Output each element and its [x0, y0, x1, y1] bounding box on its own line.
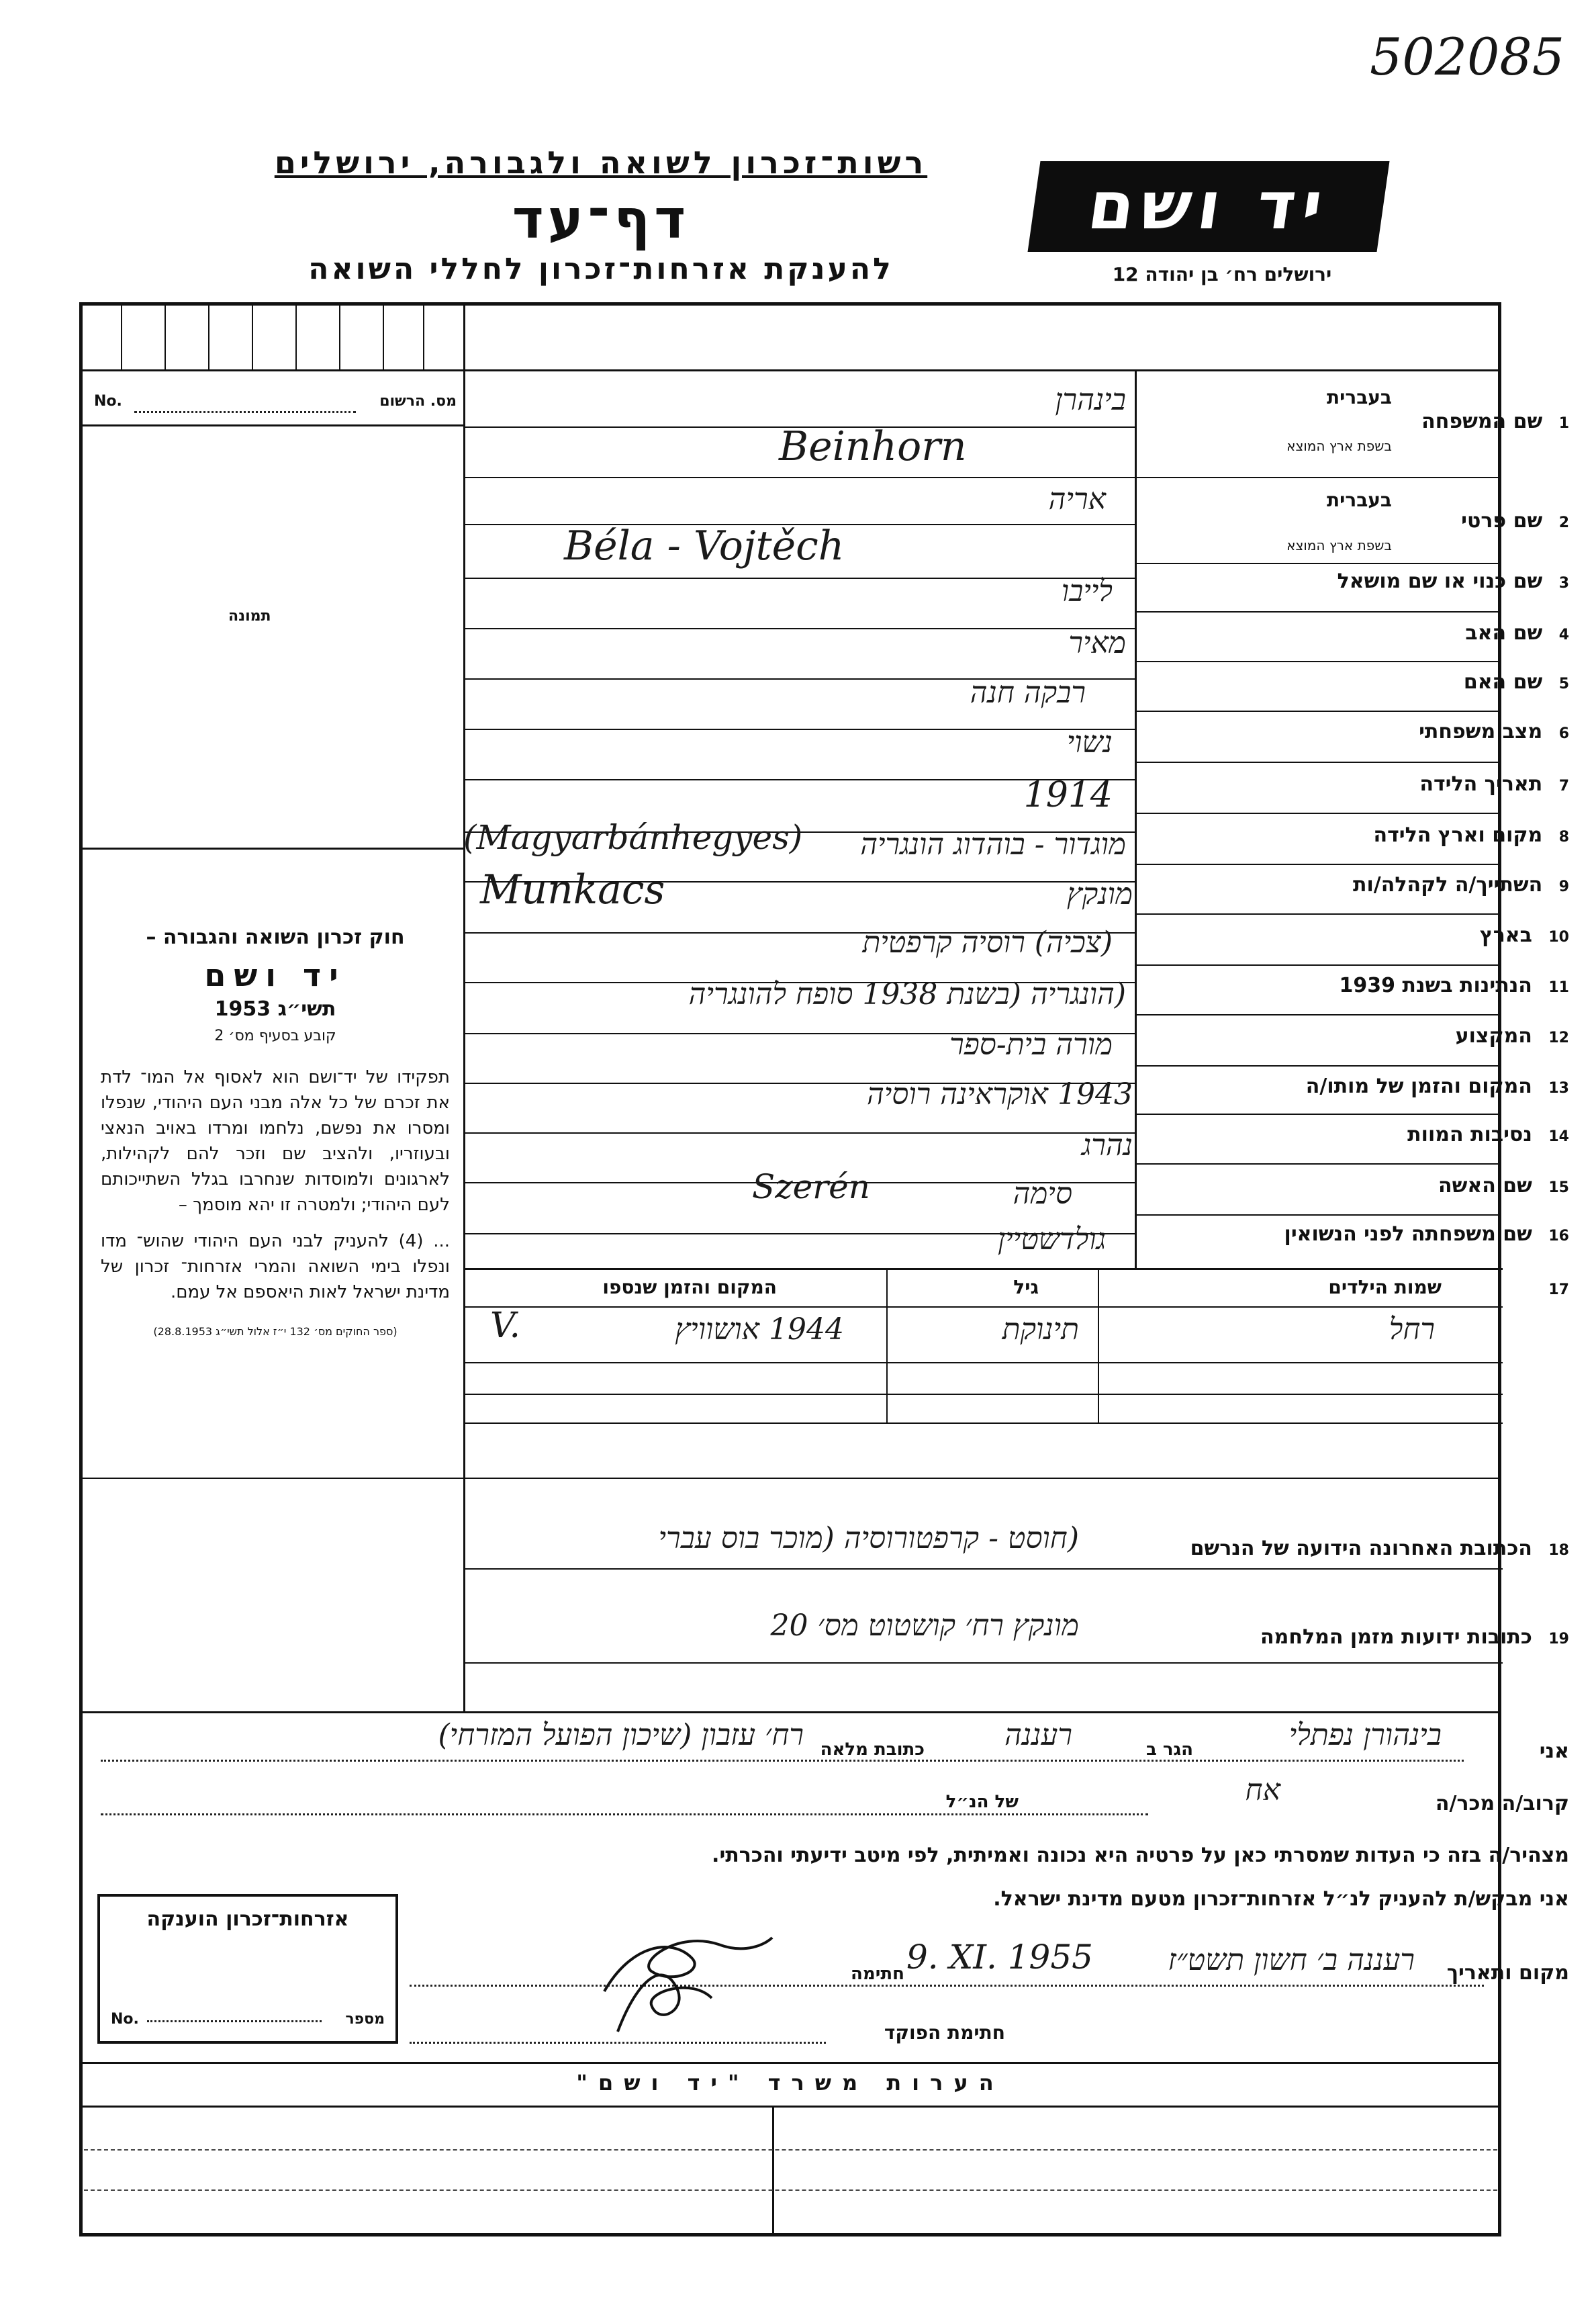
children-col-place: המקום והזמן שנספו: [602, 1276, 777, 1298]
reg-label: מס. הרשום: [379, 393, 457, 410]
declarant-address-label: כתובת מלאה: [820, 1739, 925, 1760]
form-subtitle: להענקת אזרחות־זכרון לחללי השואה: [308, 252, 894, 286]
form-title: דף־עד: [512, 188, 690, 251]
archive-number: 502085: [1370, 27, 1565, 87]
child-1-mark: V.: [490, 1306, 520, 1346]
declarant-resides-label: הגר ב: [1145, 1739, 1193, 1760]
field-14-value: נהרג: [1081, 1128, 1133, 1163]
field-6-value: נשוי: [1066, 725, 1113, 760]
field-2-value-latin: Béla - Vojtěch: [564, 523, 845, 570]
field-2-sub-hebrew: בעברית: [1326, 489, 1392, 511]
declarant-statement-2: אני מבקש/ת להעניק לנ״ל אזרחות־זכרון מטעם מדינת ישראל.: [993, 1887, 1569, 1911]
field-7-value: 1914: [1023, 775, 1113, 815]
declarant-relation: אח: [1245, 1773, 1280, 1807]
child-1-place: 1944 אושוויץ: [675, 1312, 844, 1347]
certificate-no-label: No.: [111, 2011, 139, 2028]
field-11-value: (הונגריה (בשנת 1938 סופח להונגריה: [688, 977, 1126, 1011]
field-13-label: 13 המקום והזמן של מותו/ה: [1305, 1075, 1569, 1098]
field-13-value: 1943 אוקראינה רוסיה: [866, 1077, 1133, 1112]
field-2-sub-origin: בשפת ארץ המוצא: [1286, 537, 1392, 553]
field-18-label: 18 הכתובת האחרונה הידועה של הנרשם: [1190, 1537, 1569, 1560]
logo-text: יד ושם: [1083, 168, 1334, 244]
field-11-label: 11 הנתינות בשנת 1939: [1339, 974, 1569, 997]
declarant-address: רח׳ עזבון (שיכון הפועל המזרחי): [438, 1718, 804, 1752]
field-9-label: 9 השתייך/ה לקהלה/ות: [1353, 873, 1569, 897]
law-box: [101, 925, 450, 1338]
field-12-label: 12 המקצוע: [1455, 1024, 1569, 1048]
certificate-box: [97, 1894, 398, 2044]
field-5-value: רבקה חנה: [970, 676, 1086, 710]
field-14-label: 14 נסיבות המוות: [1407, 1123, 1569, 1146]
field-1-value: בינהרן: [1055, 383, 1126, 417]
certificate-label: אזרחות־זכרון הוענקה: [146, 1907, 349, 1931]
declarant-signature: [591, 1917, 779, 2038]
field-1-value-latin: Beinhorn: [779, 423, 967, 470]
declarant-prefix: אני: [1539, 1739, 1569, 1763]
field-5-label: 5 שם האם: [1463, 670, 1569, 694]
field-6-label: 6 מצב משפחתי: [1419, 720, 1569, 743]
child-1-age: תינוקת: [1002, 1312, 1079, 1347]
field-7-label: 7 תאריך הלידה: [1419, 772, 1569, 796]
place-date-label: מקום ותאריך: [1446, 1961, 1569, 1985]
field-3-value: לייבו: [1061, 574, 1113, 608]
field-15-value-latin: Szerén: [752, 1167, 870, 1206]
field-15-label: 15 שם האשה: [1438, 1174, 1569, 1197]
field-8-label: 8 מקום וארץ הלידה: [1373, 823, 1569, 847]
children-col-age: גיל: [1013, 1276, 1039, 1298]
field-16-label: 16 שם משפחתה לפני הנשואין: [1284, 1222, 1569, 1246]
field-8-value-latin: (Magyarbánhegyes): [463, 818, 803, 857]
field-4-label: 4 שם האב: [1465, 621, 1569, 645]
law-year: תשי״ג 1953: [214, 997, 336, 1021]
children-col-names: שמות הילדים: [1328, 1276, 1442, 1298]
child-1-name: רחל: [1389, 1312, 1435, 1347]
field-9-value-latin: Munkacs: [480, 866, 665, 913]
place-date: רעננה ב׳ חשון תשט״ז: [1168, 1943, 1415, 1977]
field-4-value: מאיר: [1068, 626, 1126, 660]
field-19-value: מונקץ רח׳ קושטוט מס׳ 20: [770, 1609, 1079, 1643]
law-reference: (ספר החוקים מס׳ 132 י״ז אלול תשי״ג 28.8.1953): [153, 1325, 397, 1338]
declarant-of-label: של הנ״ל: [945, 1792, 1019, 1812]
field-19-label: 19 כתובות ידועות מזמן המלחמה: [1260, 1625, 1569, 1649]
officer-label: חתימת הפוקד: [884, 2022, 1005, 2044]
yad-vashem-logo: [1028, 161, 1390, 252]
declarant-relation-label: קרוב/ה מכר/ה: [1435, 1792, 1569, 1815]
field-1-sub-hebrew: בעברית: [1326, 386, 1392, 408]
authority-title: רשות־זכרון לשואה ולגבורה, ירושלים: [274, 144, 928, 181]
certificate-number-label: מספר: [345, 2011, 385, 2028]
field-10-value: (צכיה) רוסיה קרפטית: [862, 925, 1113, 960]
law-clause: קובע בסעיף מס׳ 2: [214, 1028, 336, 1044]
law-text-1: תפקידו של יד־ושם הוא לאסוף אל המו־ לדת את זכרם של כל אלה מבני העם היהודי, שנפלו ומסרו את נפשם, נלחמו ומרדו באויב הנאצי ובעוזריו, ולהציב שם וזכר להם לקהילות, לארגונים ולמוסדות שנחרבו בגלל השתייכותם לעם היהודי; ולמטרה זו יהא מוסמך –: [101, 1067, 450, 1215]
field-1-sub-origin: בשפת ארץ המוצא: [1286, 438, 1392, 454]
field-12-value: מורה בית-ספר: [949, 1028, 1113, 1062]
photo-label: תמונה: [228, 608, 271, 625]
field-2-label: 2 שם פרטי: [1461, 509, 1569, 533]
field-15-value: סימה: [1013, 1177, 1072, 1211]
declarant-name: בינהורן נפתלי: [1288, 1718, 1442, 1752]
field-16-value: גולדשטיין: [997, 1222, 1106, 1257]
field-8-value: מוגדור - בוהדוג הונגריה: [860, 827, 1126, 862]
field-2-value: אריה: [1048, 482, 1106, 516]
remarks-title: הערות משרד "יד ושם": [576, 2070, 1004, 2095]
field-9-value: מונקץ: [1066, 877, 1133, 911]
law-title: חוק זכרון השואה והגבורה –: [146, 925, 405, 949]
signature-label: חתימה: [851, 1964, 904, 1984]
law-text-2: ... (4) להעניק לבני העם היהודי שהוש־ מדו ונפלו בימי השואה והמרי אזרחות־ זכרון של מדינת ישראל לאות היאספם אל עמם.: [101, 1231, 450, 1302]
registration-label: [94, 393, 457, 410]
children-num: 17: [1548, 1281, 1569, 1298]
address-line: ירושלים רח׳ בן יהודה 12: [1112, 263, 1332, 285]
declaration-date: 9. XI. 1955: [906, 1938, 1093, 1977]
law-name: יד ושם: [204, 957, 346, 993]
field-10-label: 10 בארץ: [1479, 923, 1569, 947]
field-1-label: 1 שם המשפחה: [1421, 410, 1569, 433]
field-3-label: 3 שם כנוי או שם מושאל: [1337, 570, 1569, 593]
declarant-statement-1: מצהיר/ה בזה כי העדות שמסרתי כאן על פרטיה היא נכונה ואמיתית, לפי מיטב ידיעתי והכרתי.: [712, 1844, 1569, 1867]
field-18-value: (חוסט - קרפטורוסיה (מוכר בוס עברי: [658, 1521, 1079, 1555]
reg-no-label: No.: [94, 393, 122, 410]
declarant-city: רעננה: [1004, 1718, 1072, 1752]
